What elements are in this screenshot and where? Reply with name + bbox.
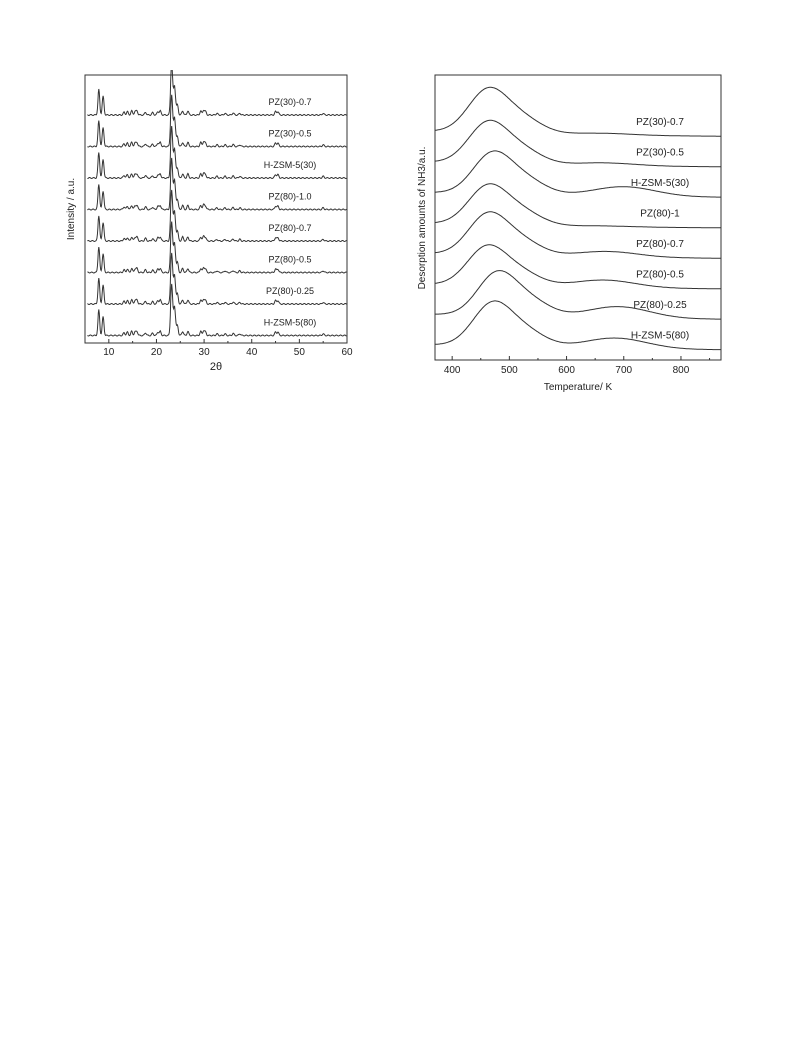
tpd-series-label: PZ(30)-0.5	[636, 147, 684, 159]
tpd-series-label: PZ(30)-0.7	[636, 117, 684, 128]
xrd-series-label: PZ(30)-0.7	[268, 97, 312, 107]
xrd-series-label: PZ(30)-0.5	[268, 128, 312, 139]
xrd-series-label: PZ(80)-0.7	[268, 223, 312, 233]
xrd-chart	[60, 70, 360, 385]
tpd-series-label: H-ZSM-5(30)	[630, 178, 690, 189]
tpd-series-label: PZ(80)-1	[640, 208, 680, 220]
xrd-x-tick-label: 30	[198, 347, 210, 358]
xrd-series-pz-30-0-7	[87, 70, 346, 116]
xrd-x-tick-label: 20	[150, 347, 163, 358]
xrd-y-axis-label: Intensity / a.u.	[66, 177, 77, 241]
tpd-x-tick-label: 500	[501, 365, 518, 376]
xrd-x-tick-label: 50	[293, 347, 305, 358]
xrd-plot-svg	[60, 70, 360, 385]
tpd-x-tick-label: 800	[672, 365, 690, 376]
xrd-series-label: H-ZSM-5(80)	[263, 317, 317, 328]
tpd-x-tick-label: 700	[615, 365, 633, 376]
tpd-series-pz-80-0-5	[435, 245, 721, 289]
tpd-x-tick-label: 600	[558, 365, 575, 376]
xrd-series-label: PZ(80)-0.5	[268, 254, 312, 265]
xrd-series-label: PZ(80)-0.25	[265, 286, 315, 296]
tpd-chart	[415, 70, 725, 400]
tpd-series-pz-80-1	[435, 184, 721, 228]
tpd-y-axis-label: Desorption amounts of NH3/a.u.	[417, 146, 428, 290]
xrd-series-label: PZ(80)-1.0	[268, 191, 312, 202]
tpd-plot-svg	[415, 70, 725, 400]
tpd-series-pz-30-0-7	[435, 87, 721, 136]
xrd-x-tick-label: 40	[246, 347, 258, 358]
tpd-series-label: PZ(80)-0.7	[636, 239, 684, 250]
xrd-x-tick-label: 60	[341, 347, 353, 358]
tpd-x-axis-label: Temperature/ K	[543, 382, 613, 393]
tpd-series-label: H-ZSM-5(80)	[630, 330, 690, 342]
tpd-series-label: PZ(80)-0.25	[633, 300, 687, 311]
tpd-series-label: PZ(80)-0.5	[636, 269, 684, 281]
xrd-x-axis-label: 2θ	[209, 361, 223, 373]
tpd-x-tick-label: 400	[443, 365, 461, 376]
xrd-series-label: H-ZSM-5(30)	[263, 160, 317, 170]
xrd-x-tick-label: 10	[103, 347, 115, 358]
